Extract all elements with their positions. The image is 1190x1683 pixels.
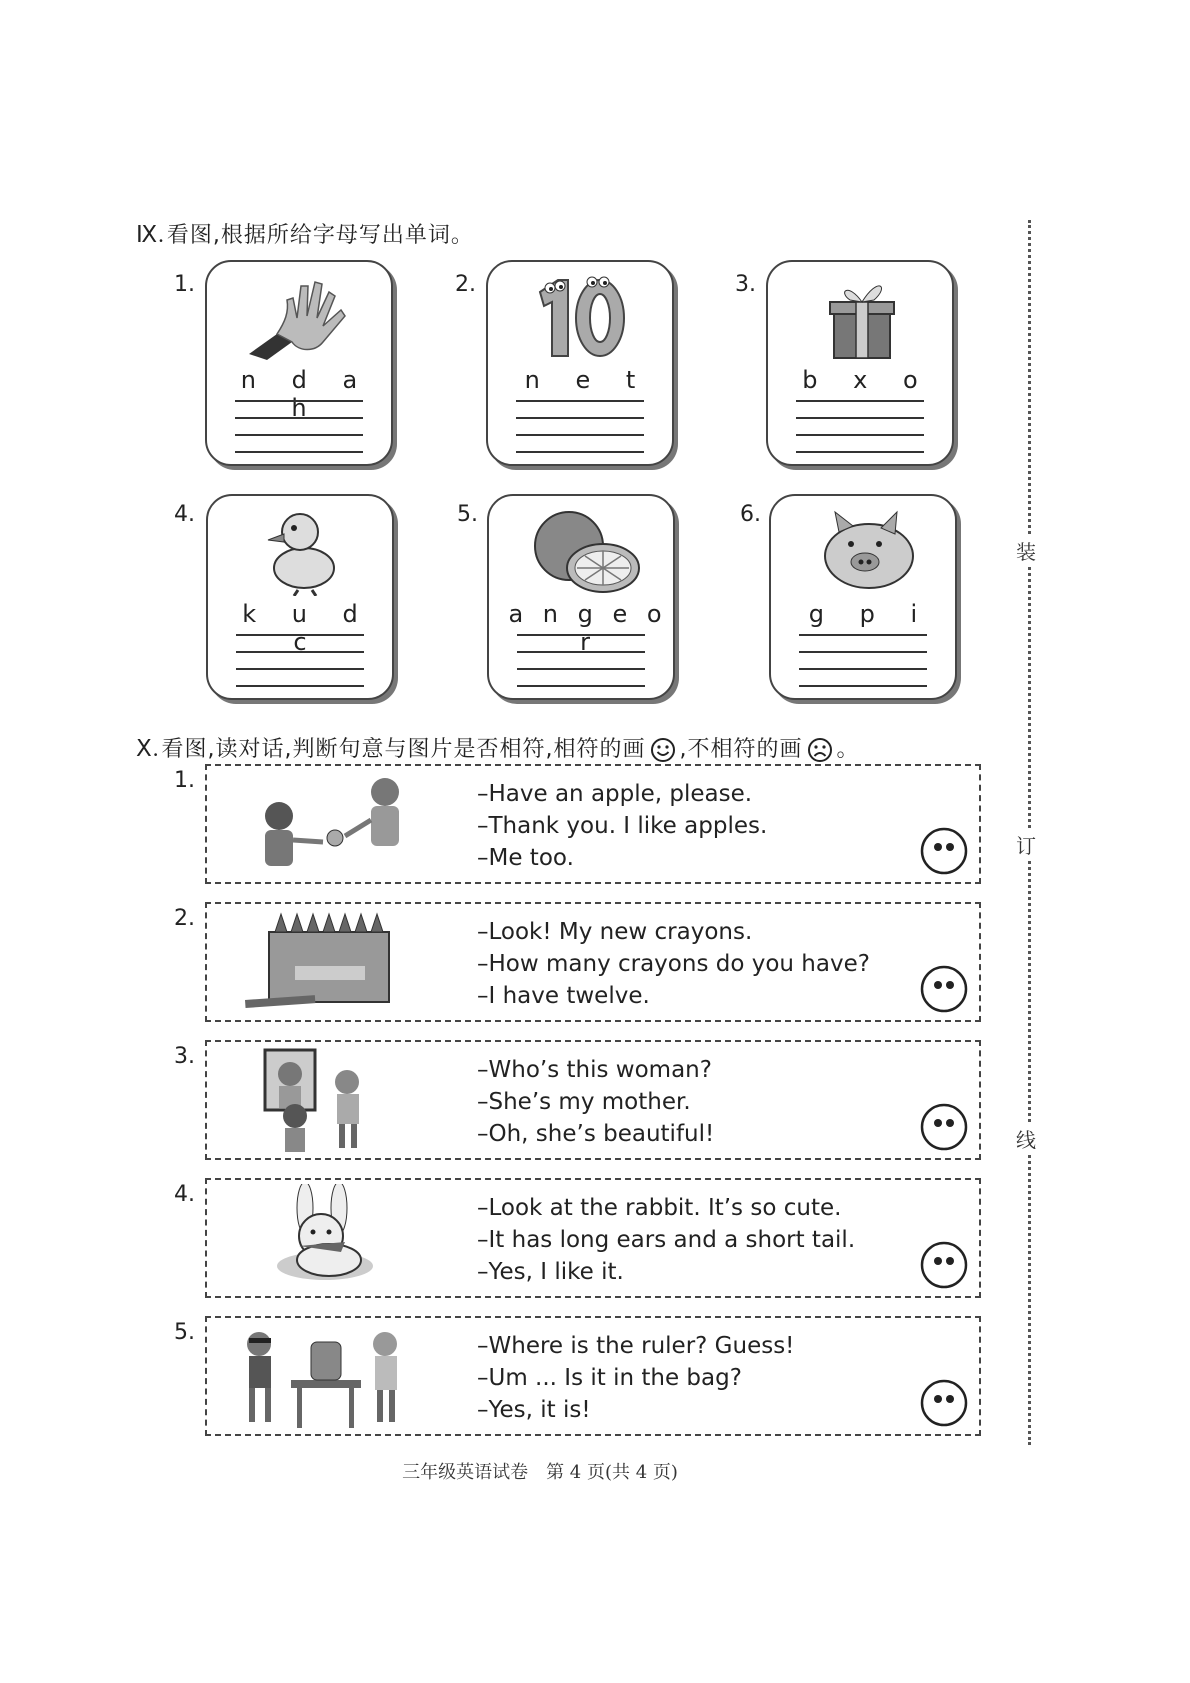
- dialogue-lines: [477, 1330, 794, 1426]
- children-apple-image: [235, 770, 415, 878]
- crayon-box-image: [235, 908, 415, 1016]
- word-card: [769, 494, 957, 700]
- dialogue-line: –Um ... Is it in the bag?: [477, 1365, 742, 1391]
- word-item-number: 6.: [740, 502, 761, 527]
- dialogue-line: –It has long ears and a short tail.: [477, 1227, 856, 1253]
- section-9-numeral: Ⅸ.: [136, 222, 165, 247]
- scrambled-letters: b x o: [802, 366, 932, 394]
- word-card: [487, 494, 675, 700]
- answer-face-icon[interactable]: [919, 1378, 969, 1428]
- dialogue-box: [205, 1040, 981, 1160]
- dialogue-line: –She’s my mother.: [477, 1089, 691, 1115]
- duck-image: [238, 506, 362, 596]
- binding-label: 线: [1016, 1122, 1036, 1155]
- answer-face-icon[interactable]: [919, 1102, 969, 1152]
- dialogue-line: –Look at the rabbit. It’s so cute.: [477, 1195, 842, 1221]
- dialogue-box: [205, 764, 981, 884]
- dialogue-line: –Oh, she’s beautiful!: [477, 1121, 715, 1147]
- rabbit-image: [235, 1184, 415, 1292]
- section-10-heading: [136, 732, 860, 763]
- writing-lines: [516, 400, 644, 468]
- dialogue-line: –I have twelve.: [477, 983, 650, 1009]
- orange-image: [519, 506, 643, 596]
- binding-label: 装: [1016, 534, 1036, 567]
- smiley-face-icon: [650, 737, 676, 763]
- answer-face-icon[interactable]: [919, 964, 969, 1014]
- writing-lines: [796, 400, 924, 468]
- answer-face-icon[interactable]: [919, 1240, 969, 1290]
- woman-portrait-image: [235, 1046, 415, 1154]
- dialogue-number: 4.: [174, 1182, 195, 1207]
- word-item-number: 3.: [735, 272, 756, 297]
- section-10-instruction-part2: ,不相符的画: [679, 737, 803, 762]
- scrambled-letters: n d a h: [240, 366, 372, 422]
- scrambled-letters: a n g e o r: [508, 600, 668, 656]
- word-item-number: 1.: [174, 272, 195, 297]
- sad-face-icon: [807, 737, 833, 763]
- dialogue-line: –Thank you. I like apples.: [477, 813, 768, 839]
- word-item-number: 4.: [174, 502, 195, 527]
- dialogue-lines: [477, 1192, 855, 1288]
- dialogue-box: [205, 902, 981, 1022]
- writing-lines: [517, 634, 645, 702]
- dialogue-lines: [477, 916, 870, 1012]
- scrambled-letters: n e t: [524, 366, 650, 394]
- writing-lines: [235, 400, 363, 468]
- scrambled-letters: k u d c: [242, 600, 372, 656]
- guess-ruler-image: [235, 1322, 415, 1430]
- section-10-instruction-part3: 。: [836, 737, 860, 762]
- dialogue-line: –Look! My new crayons.: [477, 919, 753, 945]
- writing-lines: [799, 634, 927, 702]
- word-item-number: 5.: [457, 502, 478, 527]
- word-item-number: 2.: [455, 272, 476, 297]
- dialogue-number: 2.: [174, 906, 195, 931]
- section-9-heading: [136, 218, 474, 249]
- dialogue-number: 3.: [174, 1044, 195, 1069]
- dialogue-number: 1.: [174, 768, 195, 793]
- dialogue-box: [205, 1316, 981, 1436]
- section-9-instruction: 看图,根据所给字母写出单词。: [166, 223, 474, 248]
- word-card: [205, 260, 393, 466]
- pig-image: [801, 506, 925, 596]
- dialogue-lines: [477, 778, 767, 874]
- dialogue-line: –Me too.: [477, 845, 574, 871]
- word-card: [486, 260, 674, 466]
- page-footer: 三年级英语试卷 第 4 页(共 4 页): [402, 1462, 678, 1483]
- dialogue-line: –Yes, it is!: [477, 1397, 591, 1423]
- dialogue-line: –Have an apple, please.: [477, 781, 753, 807]
- writing-lines: [236, 634, 364, 702]
- word-card: [206, 494, 394, 700]
- number-ten-image: [518, 272, 642, 362]
- hand-image: [237, 272, 361, 362]
- answer-face-icon[interactable]: [919, 826, 969, 876]
- scrambled-letters: g p i: [808, 600, 932, 628]
- section-10-numeral: Ⅹ.: [136, 736, 160, 761]
- dialogue-number: 5.: [174, 1320, 195, 1345]
- binding-label: 订: [1016, 828, 1036, 861]
- gift-box-image: [798, 272, 922, 362]
- section-10-instruction-part1: 看图,读对话,判断句意与图片是否相符,相符的画: [161, 737, 646, 762]
- word-card: [766, 260, 954, 466]
- dialogue-line: –How many crayons do you have?: [477, 951, 870, 977]
- dialogue-line: –Yes, I like it.: [477, 1259, 624, 1285]
- dialogue-line: –Who’s this woman?: [477, 1057, 712, 1083]
- dialogue-line: –Where is the ruler? Guess!: [477, 1333, 795, 1359]
- dialogue-lines: [477, 1054, 714, 1150]
- dialogue-box: [205, 1178, 981, 1298]
